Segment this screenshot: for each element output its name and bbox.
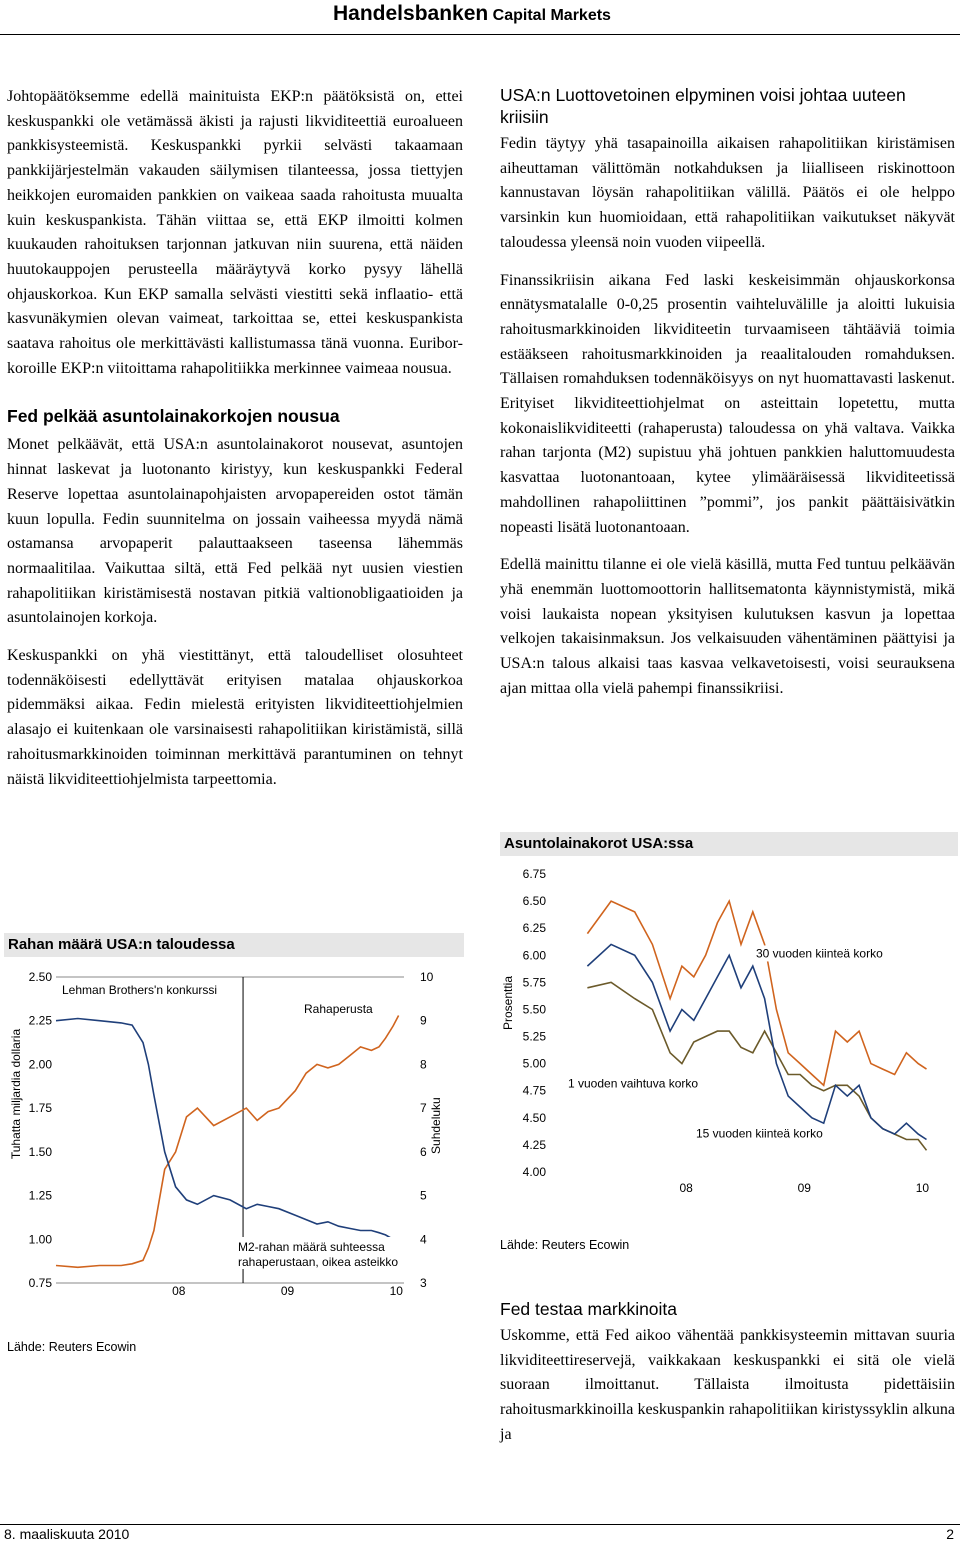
chart2-y-tick-4: 5.75 — [522, 975, 546, 990]
chart2-x-tick-1: 09 — [797, 1181, 811, 1195]
chart1-y-tick-7: 0.75 — [28, 1276, 52, 1290]
left-para-2: Monet pelkäävät, että USA:n asuntolainakorot nousevat, asuntojen hinnat laskevat ja luotonanto kiristyy, kun keskuspankki Federal Reserve lopettaa asuntolainapohjaisten arvopapereiden ostot tämän kuun lopulla. Fedin suunnitelma on jossain vaiheessa myydä nämä ostamansa arvopaperit palauttaakseen taseensa lähemmäs normaalitilaa. Vaikuttaa siltä, että Fed pelkää nyt uusien viestien rahapolitiikan kiristämisestä nostavan pitkiä valtionobligaatioiden ja asuntolainojen korkoja. — [7, 436, 463, 627]
right-para-2: Finanssikriisin aikana Fed laski keskeisimmän ohjauskorkonsa ennätysmatalalle 0-0,25 prosentin vaihteluvälille ja aloitti lukuisia rahoitusmarkkinoiden likviditeetin turvaamiseen tähtääviä toimia estääkseen rahoitusmarkkinoiden ja reaalitalouden romahduksen. Tällaisen romahduksen todennäköisyys on nyt huomattavasti laskenut. Erityiset likviditeettiohjelmat on asteittain lopetettu, mutta kokonaislikviditeetti (rahaperusta) taloudessa on yhä valtava. Vaikka rahan tarjonta (M2) supistuu yhä johtuen pankkien haluttomuudesta kasvattaa luotonantoaan, kytee ylimääräisessä likviditeetissä mahdollinen rahapoliittinen ”pommi”, jos pankit päättäisivätkin nopeasti lisätä luotonantoaan. — [500, 271, 955, 536]
left-column — [7, 85, 463, 792]
chart1-y-tick-5: 1.25 — [28, 1188, 52, 1203]
chart1-annotation-lehman: Lehman Brothers'n konkurssi — [62, 983, 218, 997]
chart1-x-tick-1: 09 — [280, 1284, 295, 1298]
chart2-y-tick-9: 4.50 — [522, 1110, 546, 1125]
chart2-y-tick-0: 6.75 — [522, 867, 546, 881]
chart1-plot — [4, 957, 464, 1302]
left-para-1: Johtopäätöksemme edellä mainituista EKP:n päätöksistä on, ettei keskuspankki ole vetämässä äkisti ja rajusti likviditeettiä euroalueen pankkisysteemistä. Keskuspankki pyrkii selvästi takaamaan pankkijärjestelmän vakauden säilymisen tilanteessa, jossa tiettyjen heikkojen euromaiden pankkien on vaikeaa saada rahoitusta muualta kuin keskuspankista. Tähän viittaa se, että EKP ilmoitti kolmen kuukauden rahoituksen tarjonnan jatkuvan niin suurena, että näiden huutokauppojen perusteella määräytyvä korko pysyy lähellä ohjauskorkoa. Kun EKP samalla selvästi viestitti sekä inflaatio- että kasvunäkymien olevan vaimeat, tarkoittaa se, ettei keskuspankista saatava rahoitus ole merkittävästi kallistumassa tänä vuonna. Euribor-koroille EKP:n viitoittama rahapolitiikka merkinnee vaimeaa nousua. — [7, 88, 463, 377]
chart2-series-2 — [587, 944, 926, 1139]
chart1-y2-axis-label: Suhdeluku — [429, 1097, 443, 1154]
chart1-series-0 — [56, 1016, 399, 1268]
chart1-y-tick-6: 1.00 — [28, 1232, 52, 1247]
chart1-annotation-rahaperusta: Rahaperusta — [304, 1002, 373, 1016]
chart1-x-tick-2: 10 — [389, 1284, 403, 1298]
chart2-y-axis-label: Prosenttia — [501, 975, 515, 1031]
chart1-y-tick-2: 2.00 — [28, 1057, 52, 1072]
chart-money-supply — [4, 933, 464, 1303]
chart2-y-tick-8: 4.75 — [522, 1083, 546, 1098]
chart1-source: Lähde: Reuters Ecowin — [7, 1340, 137, 1354]
chart1-y2-tick-6: 4 — [420, 1232, 427, 1247]
brand-logo — [333, 2, 611, 26]
brand-sub: Capital Markets — [492, 7, 611, 24]
chart1-y-tick-1: 2.25 — [28, 1013, 52, 1028]
left-para-3: Keskuspankki on yhä viestittänyt, että taloudelliset olosuhteet todennäköisesti edellyttävät erityisen matalaa ohjauskorkoa pidemmäksi aikaa. Fedin mielestä erityisten likviditeettiohjelmien alasajo ei kuitenkaan ole varsinaisesti rahapolitiikan kiristämistä, sillä rahoitusmarkkinoiden toiminnan merkittävä parantuminen on tehnyt näistä likviditeettiohjelmista tarpeettomia. — [7, 647, 463, 788]
chart1-y-tick-4: 1.50 — [28, 1144, 52, 1159]
page-header — [0, 0, 960, 34]
chart1-y2-tick-0: 10 — [420, 970, 434, 984]
chart2-series-0 — [587, 901, 926, 1085]
chart2-y-tick-10: 4.25 — [522, 1137, 546, 1152]
right-heading-1: USA:n Luottovetoinen elpyminen voisi johtaa uuteen kriisiin — [500, 85, 906, 127]
right-column-lower — [500, 1298, 955, 1448]
chart2-y-tick-3: 6.00 — [522, 948, 546, 963]
chart2-label-15y: 15 vuoden kiinteä korko — [696, 1126, 823, 1141]
chart2-label-1y: 1 vuoden vaihtuva korko — [568, 1076, 699, 1091]
right-heading-2: Fed testaa markkinoita — [500, 1299, 678, 1319]
chart1-y-tick-3: 1.75 — [28, 1101, 52, 1116]
left-heading-1: Fed pelkää asuntolainakorkojen nousua — [7, 406, 340, 427]
chart1-y2-tick-2: 8 — [420, 1057, 427, 1072]
chart2-y-tick-2: 6.25 — [522, 921, 546, 936]
right-column — [500, 84, 955, 701]
footer-date: 8. maaliskuuta 2010 — [4, 1526, 130, 1542]
footer-rule — [0, 1524, 960, 1525]
chart1-y-axis-label: Tuhatta miljardia dollaria — [9, 1028, 23, 1160]
chart2-y-tick-6: 5.25 — [522, 1029, 546, 1044]
chart2-y-tick-1: 6.50 — [522, 894, 546, 909]
chart1-y2-tick-3: 7 — [420, 1101, 427, 1116]
chart1-y2-tick-5: 5 — [420, 1188, 427, 1203]
chart2-label-30y: 30 vuoden kiinteä korko — [756, 946, 883, 961]
header-rule — [0, 34, 960, 35]
chart2-source: Lähde: Reuters Ecowin — [500, 1238, 630, 1252]
chart1-y-tick-0: 2.50 — [28, 970, 52, 984]
right-para-3: Edellä mainittu tilanne ei ole vielä käsillä, mutta Fed tuntuu pelkäävän yhä enemmän luottomoottorin hallitsematonta käynnistymistä, mikä voisi laukaista nopean yksityisen kulutuksen kasvun ja lopettaa velkojen takaisinmaksun. Jos velkaisuuden vähentäminen päättyisi ja USA:n talous alkaisi taas kasvaa velkavetoisesti, voisi seurauksena ajan mittaa olla vielä pahempi finanssikriisi. — [500, 556, 955, 697]
chart1-y2-tick-4: 6 — [420, 1144, 427, 1159]
chart2-plot — [500, 856, 958, 1202]
chart1-annotation-m2-line1: M2-rahan määrä suhteessa — [238, 1240, 385, 1254]
chart2-y-tick-5: 5.50 — [522, 1002, 546, 1017]
chart2-x-tick-2: 10 — [915, 1181, 930, 1195]
page-number: 2 — [946, 1526, 954, 1542]
right-para-4: Uskomme, että Fed aikoo vähentää pankkisysteemin mittavan suuria likviditeettireservejä, vaikkakaan keskuspankki ei sitä ole vielä suoraan ilmoittanut. Tällaista ilmoitusta pidettäisiin rahoitusmarkkinoilla keskuspankin rahapolitiikan kiristyssyklin alkuna ja — [500, 1327, 955, 1443]
right-para-1: Fedin täytyy yhä tasapainoilla aikaisen rahapolitiikan kiristämisen aiheuttaman välittömän notkahduksen ja liialliseen riskinottoon kannustavan löysän rahapolitiikan välillä. Päätös ei ole helppo varsinkin kun huomioidaan, että rahapolitiikan vaikutukset näkyvät taloudessa yleensä noin vuoden viipeellä. — [500, 135, 955, 251]
chart2-title: Asuntolainakorot USA:ssa — [500, 832, 958, 856]
chart1-y2-tick-7: 3 — [420, 1276, 427, 1290]
chart2-y-tick-7: 5.00 — [522, 1056, 546, 1071]
brand-name: Handelsbanken — [333, 2, 489, 25]
chart1-title: Rahan määrä USA:n taloudessa — [4, 933, 464, 957]
chart1-x-tick-0: 08 — [172, 1284, 186, 1298]
chart1-y2-tick-1: 9 — [420, 1013, 427, 1028]
chart2-x-tick-0: 08 — [679, 1181, 693, 1195]
chart1-annotation-m2-line2: rahaperustaan, oikea asteikko — [238, 1255, 399, 1269]
chart1-series-1 — [56, 1019, 399, 1244]
chart2-y-tick-11: 4.00 — [522, 1165, 546, 1179]
chart-mortgage-rates — [500, 832, 958, 1202]
